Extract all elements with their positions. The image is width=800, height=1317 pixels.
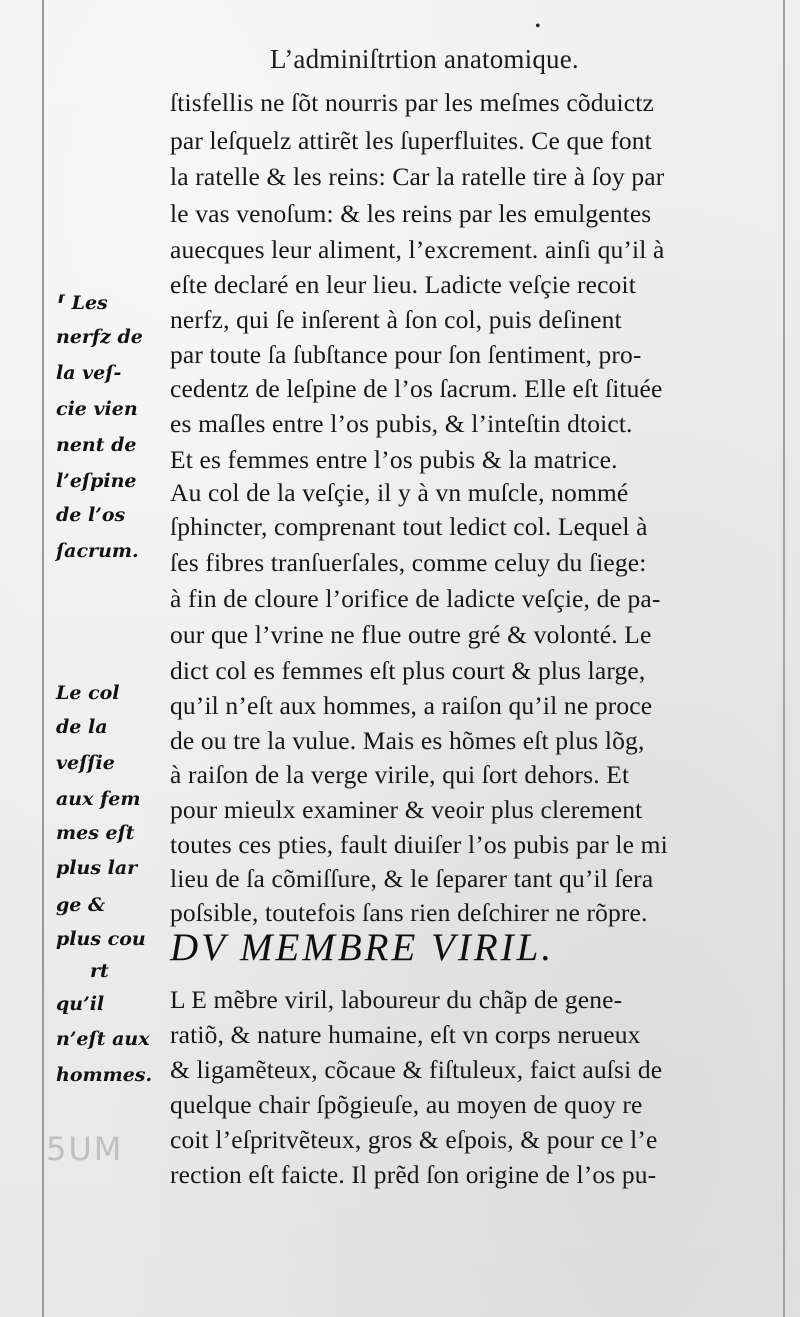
text-line: poſsible, toutefois ſans rien deſchirer ne rõpre. <box>170 898 648 927</box>
margin-note-line: n’eſt aux <box>56 1028 150 1050</box>
margin-note-line: nerfz de <box>56 326 143 348</box>
margin-note-line: plus cou <box>56 928 146 950</box>
margin-note-line: ſacrum. <box>56 540 139 562</box>
text-line: eſte declaré en leur lieu. Ladicte veſçie recoit <box>170 270 636 299</box>
text-line: à fin de cloure l’orifice de ladicte veſçie, de pa- <box>170 584 661 613</box>
text-line: coit l’eſpritvẽteux, gros & eſpois, & pour ce l’e <box>170 1125 658 1154</box>
margin-note-line: de la <box>56 716 108 738</box>
top-mark-glyph: • <box>535 18 541 35</box>
text-line: dict col es femmes eſt plus court & plus large, <box>170 656 646 685</box>
margin-scribble: 5UM <box>46 1130 124 1168</box>
margin-note-line: aux fem <box>56 788 141 810</box>
text-line: nerfz, qui ſe inſerent à ſon col, puis deſinent <box>170 305 622 334</box>
text-line: our que l’vrine ne flue outre gré & volonté. Le <box>170 620 652 649</box>
text-line: lieu de ſa cõmiſſure, & le ſeparer tant qu’il ſera <box>170 864 654 893</box>
text-line: quelque chair ſpõgieuſe, au moyen de quoy re <box>170 1090 643 1119</box>
text-line: ratiõ, & nature humaine, eſt vn corps nerueux <box>170 1020 641 1049</box>
text-line: auecques leur aliment, l’excrement. ainſi qu’il à <box>170 235 665 264</box>
margin-note-line: qu’il <box>56 993 105 1015</box>
text-line: L E mẽbre viril, laboureur du chãp de gene- <box>170 985 623 1014</box>
text-line: par leſquelz attirẽt les ſuperfluites. Ce que font <box>170 126 652 155</box>
margin-note-line: plus lar <box>56 857 138 879</box>
text-line: es maſles entre l’os pubis, & l’inteſtin dtoict. <box>170 409 633 438</box>
text-line: par toute ſa ſubſtance pour ſon ſentiment, pro- <box>170 340 642 369</box>
margin-note-line: mes eſt <box>56 822 135 844</box>
margin-note-line: ⸢ Les <box>56 292 108 314</box>
text-line: à raiſon de la verge virile, qui ſort dehors. Et <box>170 760 630 789</box>
text-line: Et es femmes entre l’os pubis & la matrice. <box>170 445 618 474</box>
margin-note-line: hommes. <box>56 1064 153 1086</box>
text-line: ſtisfellis ne ſõt nourris par les meſmes cõduictz <box>170 88 654 117</box>
text-line: qu’il n’eſt aux hommes, a raiſon qu’il ne proce <box>170 691 653 720</box>
text-line: ſes fibres tranſuerſales, comme celuy du ſiege: <box>170 548 647 577</box>
text-line: & ligamẽteux, cõcaue & fiſtuleux, faict auſsi de <box>170 1055 663 1084</box>
left-margin-rule <box>42 0 44 1317</box>
text-line: le vas venoſum: & les reins par les emulgentes <box>170 199 652 228</box>
text-line: la ratelle & les reins: Car la ratelle tire à ſoy par <box>170 162 665 191</box>
text-line: rection eſt faicte. Il prẽd ſon origine de l’os pu- <box>170 1160 657 1189</box>
margin-note-line: rt <box>90 960 109 982</box>
margin-note-line: cie vien <box>56 398 138 420</box>
running-head: L’adminiſtrtion anatomique. <box>270 44 579 74</box>
text-line: Au col de la veſçie, il y à vn muſcle, nommé <box>170 478 629 507</box>
margin-note-line: ge & <box>56 894 106 916</box>
text-line: ſphincter, comprenant tout ledict col. Lequel à <box>170 512 648 541</box>
text-line: pour mieulx examiner & veoir plus clerement <box>170 795 643 824</box>
text-line: toutes ces pties, fault diuiſer l’os pubis par le mi <box>170 830 668 859</box>
margin-note-line: Le col <box>56 682 120 704</box>
margin-note-line: veſſie <box>56 752 115 774</box>
right-page-edge <box>783 0 785 1317</box>
margin-note-line: de l’os <box>56 504 126 526</box>
margin-note-line: nent de <box>56 434 137 456</box>
section-heading: DV MEMBRE VIRIL. <box>170 926 555 969</box>
margin-note-line: l’eſpine <box>56 470 137 492</box>
margin-note-line: la veſ- <box>56 362 122 384</box>
text-line: cedentz de leſpine de l’os ſacrum. Elle eſt ſituée <box>170 374 663 403</box>
text-line: de ou tre la vulue. Mais es hõmes eſt plus lõg, <box>170 726 645 755</box>
